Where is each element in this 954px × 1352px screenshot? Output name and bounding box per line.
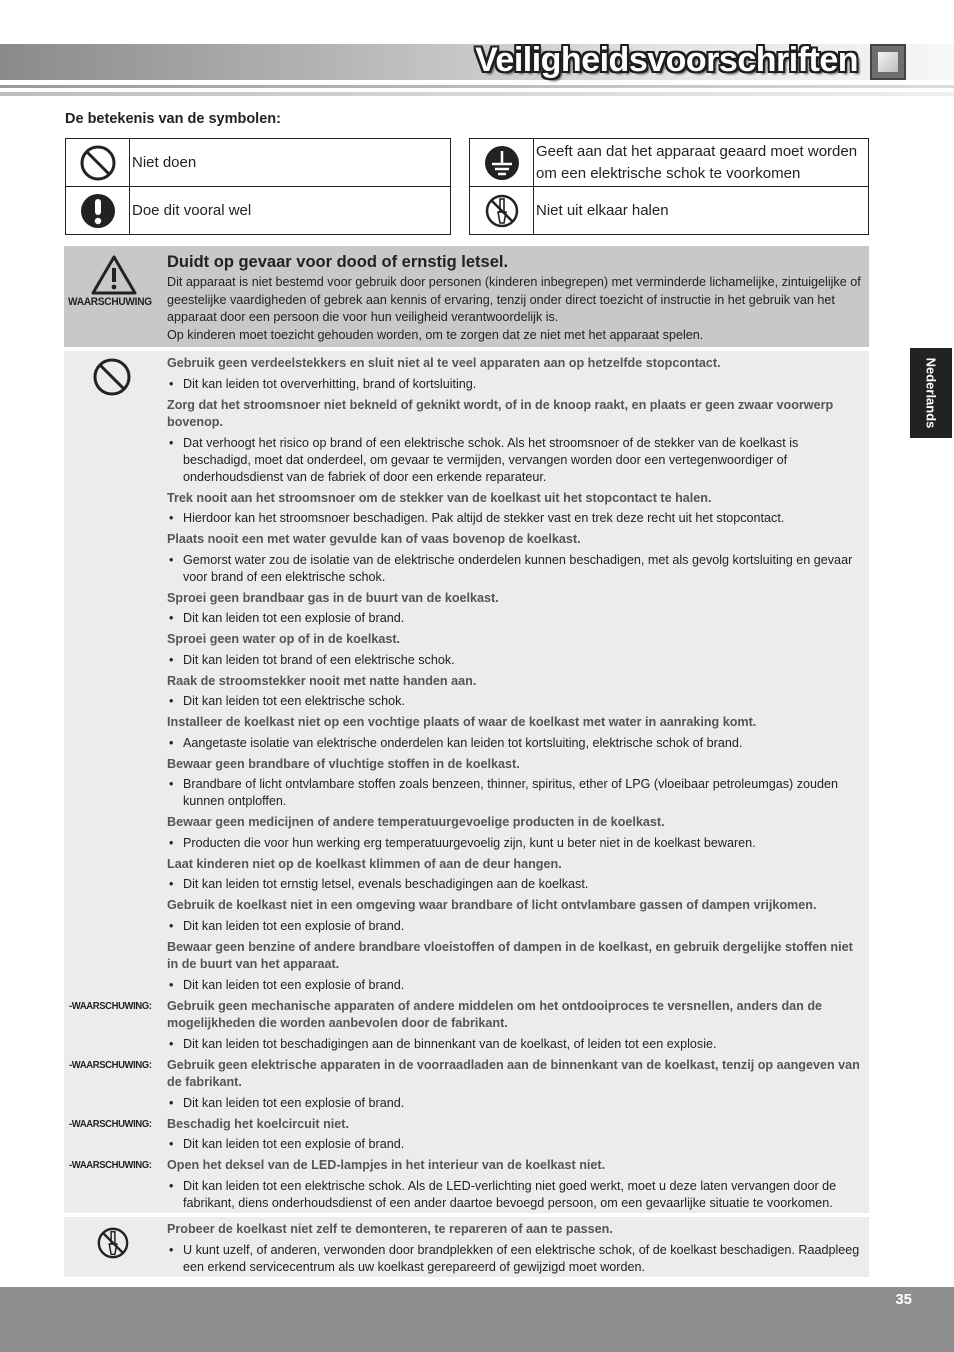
side-warning-label: -WAARSCHUWING: bbox=[69, 1058, 152, 1071]
warning-item-heading: Gebruik geen mechanische apparaten of andere middelen om het ontdooiproces te versnellen, anders dan de mogelijkheden die worden aanbevolen door de fabrikant. bbox=[167, 998, 823, 1030]
warning-paragraph: Op kinderen moet toezicht gehouden worden, om te zorgen dat ze niet met het apparaat spelen. bbox=[167, 327, 704, 342]
legend-label-line: om een elektrische schok te voorkomen bbox=[536, 164, 801, 182]
side-warning-label: -WAARSCHUWING: bbox=[69, 999, 152, 1012]
warning-item-bullet: • Dit kan leiden tot een explosie of brand. bbox=[167, 1136, 865, 1153]
disassembly-warning-block bbox=[64, 1217, 869, 1277]
header-divider bbox=[0, 85, 954, 88]
warning-item-bullet: • Dat verhoogt het risico op brand of een elektrische schok. Als het stroomsnoer of de stekker van de koelkast is beschadigd, moet dat onderdeel, om gevaar te vermijden, vervangen worden door een vertegenwoordiger of onderhoudsdienst van de fabriek of door een erkende reparateur. bbox=[167, 435, 865, 486]
warning-item bbox=[69, 1157, 865, 1212]
legend-label bbox=[534, 141, 857, 185]
exclamation-icon bbox=[66, 187, 130, 234]
legend-label: Doe dit vooral wel bbox=[132, 201, 252, 219]
warning-item-heading: Open het deksel van de LED-lampjes in het interieur van de koelkast niet. bbox=[167, 1158, 606, 1172]
warning-item-heading: Sproei geen water op of in de koelkast. bbox=[167, 632, 401, 646]
page-number: 35 bbox=[895, 1291, 912, 1308]
warning-item bbox=[69, 1116, 865, 1154]
footer-band bbox=[0, 1287, 954, 1352]
warning-item bbox=[167, 939, 865, 994]
warning-item bbox=[167, 856, 865, 894]
warning-item-heading: Bewaar geen brandbare of vluchtige stoffen in de koelkast. bbox=[167, 756, 520, 771]
warning-title: Duidt op gevaar voor dood of ernstig letsel. bbox=[167, 253, 509, 271]
warning-item-heading: Bewaar geen benzine of andere brandbare vloeistoffen of dampen in de koelkast, en gebruik dergelijke stoffen niet in de buurt van het apparaat. bbox=[167, 939, 853, 971]
warning-label: WAARSCHUWING bbox=[68, 296, 152, 308]
warning-item-heading: Gebruik geen elektrische apparaten in de voorraadladen aan de binnenkant van de koelkast, tenzij op aangeven van de fabrikant. bbox=[167, 1057, 860, 1089]
legend-row bbox=[66, 187, 450, 234]
warning-item bbox=[69, 1057, 865, 1112]
warning-item-bullet: • Aangetaste isolatie van elektrische onderdelen kan leiden tot kortsluiting, elektrische schok of brand. bbox=[167, 735, 865, 752]
warning-item-bullet: • Dit kan leiden tot een explosie of brand. bbox=[167, 977, 865, 994]
legend-row bbox=[470, 187, 868, 234]
warning-item-heading: Gebruik de koelkast niet in een omgeving waar brandbare of licht ontvlambare gassen of dampen vrijkomen. bbox=[167, 898, 817, 912]
prohibition-icon bbox=[92, 357, 132, 402]
header-divider-secondary bbox=[0, 92, 954, 96]
symbol-legend-left bbox=[65, 138, 451, 235]
disassembly-warning bbox=[167, 1221, 865, 1280]
side-warning-label: -WAARSCHUWING: bbox=[69, 1117, 152, 1130]
warning-item-bullet: • Hierdoor kan het stroomsnoer beschadigen. Pak altijd de stekker vast en trek deze recht uit het stopcontact. bbox=[167, 510, 865, 527]
warning-item bbox=[167, 590, 865, 628]
symbol-legend-right bbox=[469, 138, 869, 235]
warning-item-bullet: • Dit kan leiden tot oververhitting, brand of kortsluiting. bbox=[167, 376, 865, 393]
warning-item-heading: Zorg dat het stroomsnoer niet bekneld of geknikt wordt, of in de knoop raakt, en plaats er geen zwaar voorwerp bovenop. bbox=[167, 397, 834, 429]
legend-label: Niet doen bbox=[132, 153, 197, 171]
side-warning-label: -WAARSCHUWING: bbox=[69, 1159, 152, 1171]
warning-description bbox=[167, 274, 862, 344]
page-title: Veiligheidsvoorschriften bbox=[475, 41, 858, 79]
warning-item-bullet: • Dit kan leiden tot ernstig letsel, evenals beschadigingen aan de koelkast. bbox=[167, 876, 865, 893]
warning-item-bullet: • Brandbare of licht ontvlambare stoffen zoals benzeen, thinner, spiritus, ether of LPG (vloeibaar petroleumgas) zouden kunnen ontploffen. bbox=[167, 776, 865, 810]
warning-item-bullet: • Producten die voor hun werking erg temperatuurgevoelig zijn, kunt u beter niet in de koelkast bewaren. bbox=[167, 835, 865, 852]
warning-item-bullet: • Dit kan leiden tot een elektrische schok. bbox=[167, 693, 865, 710]
warning-item-heading: Bewaar geen medicijnen of andere temperatuurgevoelige producten in de koelkast. bbox=[167, 815, 665, 829]
language-tab bbox=[910, 348, 952, 438]
prohibition-icon bbox=[66, 139, 130, 186]
warning-item-bullet: • Dit kan leiden tot een explosie of brand. bbox=[167, 1095, 865, 1112]
warning-item-heading: Gebruik geen verdeelstekkers en sluit niet al te veel apparaten aan op hetzelfde stopcontact. bbox=[167, 356, 721, 370]
warning-item bbox=[167, 631, 865, 669]
warning-item-bullet: • Dit kan leiden tot beschadigingen aan de binnenkant van de koelkast, of leiden tot een explosie. bbox=[167, 1036, 865, 1053]
warning-item-heading: Laat kinderen niet op de koelkast klimmen of aan de deur hangen. bbox=[167, 856, 562, 871]
warning-item bbox=[167, 814, 865, 852]
ground-icon bbox=[470, 139, 534, 186]
warning-item-bullet: • Dit kan leiden tot een explosie of brand. bbox=[167, 918, 865, 935]
warning-item-heading: Sproei geen brandbaar gas in de buurt van de koelkast. bbox=[167, 590, 499, 605]
warning-item bbox=[167, 397, 865, 486]
warning-item bbox=[167, 490, 865, 528]
legend-row bbox=[470, 139, 868, 187]
warning-item-heading: Raak de stroomstekker nooit met natte handen aan. bbox=[167, 673, 477, 688]
language-tab-label: Nederlands bbox=[923, 357, 939, 429]
warning-item bbox=[167, 531, 865, 586]
warning-items bbox=[69, 355, 865, 1216]
warning-item-heading: Trek nooit aan het stroomsnoer om de stekker van de koelkast uit het stopcontact te halen. bbox=[167, 490, 712, 505]
symbols-heading: De betekenis van de symbolen: bbox=[65, 111, 281, 127]
warning-item-heading: Installeer de koelkast niet op een vochtige plaats of waar de koelkast met water in aanraking komt. bbox=[167, 715, 757, 729]
warning-paragraph: Dit apparaat is niet bestemd voor gebruik door personen (kinderen inbegrepen) met verminderde lichamelijke, zintuigelijke of geestelijke vaardigheden of gebrek aan kennis of ervaring, tenzij onder direct toezicht of instructie in het gebruik van het apparaat door een persoon die voor hun veiligheid verantwoordelijk is. bbox=[167, 275, 861, 324]
no-disassembly-icon bbox=[470, 187, 534, 234]
warning-item bbox=[167, 897, 865, 935]
warning-item-heading: Beschadig het koelcircuit niet. bbox=[167, 1116, 349, 1131]
warning-item bbox=[167, 756, 865, 811]
title-square-icon bbox=[870, 44, 906, 80]
warning-item bbox=[69, 998, 865, 1053]
warning-item-bullet: • Dit kan leiden tot een explosie of brand. bbox=[167, 610, 865, 627]
warning-item-bullet: • Dit kan leiden tot een elektrische schok. Als de LED-verlichting niet goed werkt, moet u deze laten vervangen door de fabrikant, diens onderhoudsdienst of een ander daartoe bevoegd persoon, om een gevaarlijke situatie te voorkomen. bbox=[167, 1178, 865, 1212]
no-disassembly-icon bbox=[96, 1226, 130, 1265]
warning-item-heading: Plaats nooit een met water gevulde kan of vaas bovenop de koelkast. bbox=[167, 532, 581, 546]
warning-item-bullet: • Dit kan leiden tot brand of een elektrische schok. bbox=[167, 652, 865, 669]
legend-row bbox=[66, 139, 450, 187]
warnings-list-block bbox=[64, 351, 869, 1213]
warning-item-bullet: • U kunt uzelf, of anderen, verwonden door brandplekken of een elektrische schok, of de koelkast beschadigen. Raadpleeg een erkend servicecentrum als uw koelkast gerepareerd of gewijzigd moet worden. bbox=[167, 1242, 865, 1276]
legend-label-line: Geeft aan dat het apparaat geaard moet worden bbox=[536, 142, 858, 160]
warning-item-heading: Probeer de koelkast niet zelf te demonteren, te repareren of aan te passen. bbox=[167, 1222, 613, 1236]
warning-item bbox=[167, 714, 865, 752]
warning-item bbox=[167, 673, 865, 711]
legend-label: Niet uit elkaar halen bbox=[536, 201, 669, 219]
warning-item bbox=[167, 355, 865, 393]
warning-header bbox=[64, 246, 869, 347]
warning-item-bullet: • Gemorst water zou de isolatie van de elektrische onderdelen kunnen beschadigen, met als gevolg kortsluiting en gevaar voor brand of een elektrische schok. bbox=[167, 552, 865, 586]
